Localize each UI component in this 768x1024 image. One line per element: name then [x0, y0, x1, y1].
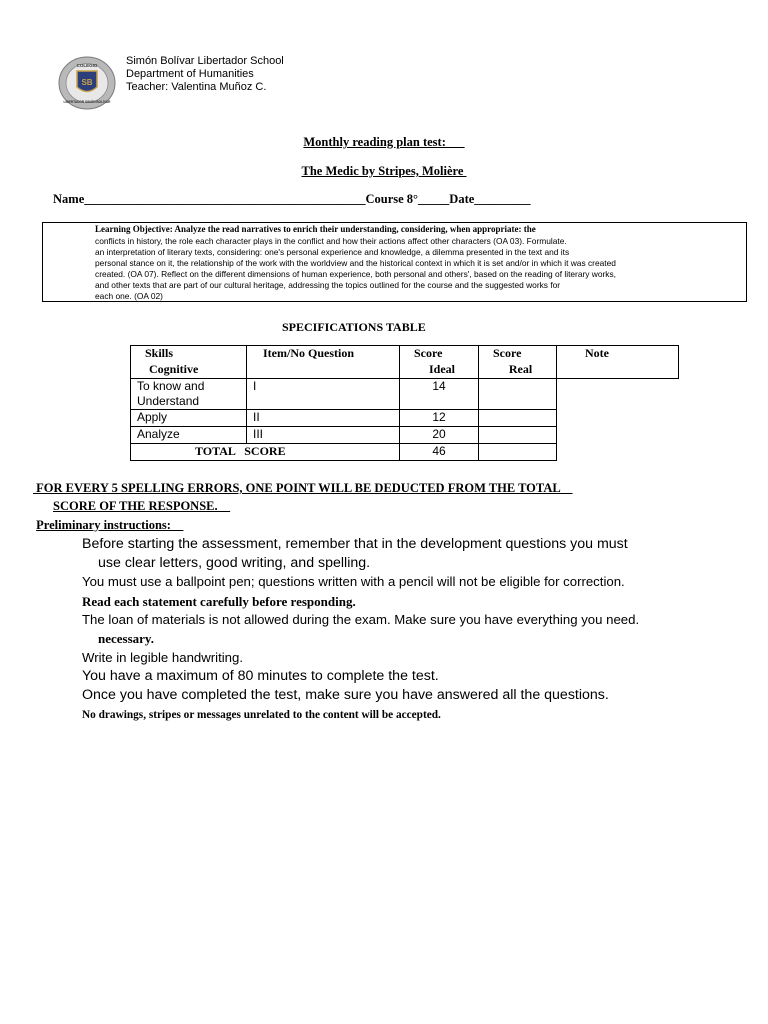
table-row: [131, 379, 679, 410]
objective-line: an interpretation of literary texts, considering: one's personal experience and knowledge, a dilemma presented in the text and its: [95, 247, 570, 257]
objective-line: each one. (OA 02): [95, 291, 163, 301]
header-real-line2: Real: [508, 361, 533, 376]
department-name: Department of Humanities: [126, 68, 254, 80]
header-skills-line1: Skills: [145, 346, 174, 360]
cell-ideal: 12: [400, 410, 479, 427]
instruction-item: [78, 612, 639, 627]
instruction-continuation: use clear letters, good writing, and spelling.: [98, 555, 371, 571]
cell-real: [479, 410, 557, 427]
cell-real: [479, 444, 557, 461]
cell-item: II: [247, 410, 400, 427]
school-info: [126, 55, 284, 94]
teacher-name: Teacher: Valentina Muñoz C.: [126, 81, 267, 93]
instruction-text: You have a maximum of 80 minutes to complete the test.: [82, 668, 439, 684]
header-score-ideal: [400, 346, 479, 379]
spelling-warning-line2: SCORE OF THE RESPONSE.: [53, 499, 231, 513]
header-ideal-line2: Ideal: [428, 361, 455, 376]
header-real-line1: Score: [493, 346, 522, 360]
cell-real: [479, 379, 557, 410]
school-name: Simón Bolívar Libertador School: [126, 55, 284, 67]
table-row: [131, 427, 679, 444]
cell-item: I: [247, 379, 400, 410]
cell-item: III: [247, 427, 400, 444]
instruction-item: [78, 687, 609, 703]
instruction-text: The loan of materials is not allowed during the exam. Make sure you have everything you need.: [82, 612, 640, 627]
instruction-text: Before starting the assessment, remember that in the development questions you must: [82, 536, 628, 552]
header-skills-line2: Cognitive: [149, 361, 199, 376]
instruction-text: Once you have completed the test, make sure you have answered all the questions.: [82, 687, 609, 703]
header-item: Item/No Question: [247, 346, 400, 379]
instruction-item: [78, 709, 441, 721]
cell-ideal: 20: [400, 427, 479, 444]
objective-line: created. (OA 07). Reflect on the different dimensions of human experience, both personal and others', based on the reading of literary works,: [95, 269, 616, 279]
cell-skill: [131, 379, 247, 410]
skill-line1: To know and: [137, 379, 205, 393]
table-row: [131, 410, 679, 427]
warning-text: FOR EVERY 5 SPELLING ERRORS, ONE POINT WILL BE DEDUCTED FROM THE TOTAL: [33, 481, 573, 495]
school-logo: [58, 56, 116, 110]
objective-line: personal stance on it, the relationship of the work with the worldview and the historical context in which it is set and/or in which it was created: [95, 258, 616, 268]
logo-bottom-text: LIBERTADOR SIMÓN BOLÍVAR: [63, 100, 111, 104]
header-skills: [131, 346, 247, 379]
logo-top-text: COLEGIO: [76, 63, 98, 68]
spelling-warning-line1: [33, 481, 573, 496]
instruction-text: Write in legible handwriting.: [82, 650, 244, 665]
instruction-item: [78, 574, 625, 589]
instruction-item: [78, 650, 243, 665]
specifications-table: [130, 345, 679, 461]
cell-skill: Analyze: [131, 427, 247, 444]
table-total-row: [131, 444, 679, 461]
cell-real: [479, 427, 557, 444]
cell-ideal: 14: [400, 379, 479, 410]
instruction-text: No drawings, stripes or messages unrelated to the content will be accepted.: [82, 709, 441, 721]
objective-line: conflicts in history, the role each character plays in the conflict and how their actions affect other characters (OA 03). Formulate.: [95, 236, 567, 246]
objective-heading: Learning Objective: Analyze the read narratives to enrich their understanding, considering, when appropriate: the: [95, 224, 536, 234]
objective-line: and other texts that are part of our cultural heritage, addressing the topics outlined for the course and the suggested works for: [95, 280, 561, 290]
skill-line2: Understand: [137, 394, 200, 408]
spec-table-heading: [279, 320, 426, 335]
preliminary-heading: [33, 518, 183, 533]
book-title: The Medic by Stripes, Molière: [301, 164, 467, 178]
header-ideal-line1: Score: [414, 346, 443, 360]
spec-heading-text: SPECIFICATIONS TABLE: [279, 320, 426, 334]
cell-skill: Apply: [131, 410, 247, 427]
logo-crest-letters: SB: [81, 78, 93, 87]
total-label: TOTAL SCORE: [131, 444, 400, 461]
instruction-item: [78, 668, 439, 684]
header-note: Note: [557, 346, 679, 379]
student-info-line: Name_____________________________________________Course 8°_____Date_________: [53, 192, 531, 206]
instruction-continuation: necessary.: [98, 631, 154, 646]
instruction-item: [78, 594, 356, 610]
instruction-text: You must use a ballpoint pen; questions written with a pencil will not be eligible for correction.: [82, 574, 625, 589]
table-header-row: [131, 346, 679, 379]
instruction-item: [78, 536, 628, 552]
header-score-real: [479, 346, 557, 379]
instruction-text: Read each statement carefully before responding.: [82, 594, 356, 609]
learning-objective-box: [42, 222, 747, 302]
total-value: 46: [400, 444, 479, 461]
test-title: Monthly reading plan test:: [303, 135, 465, 149]
preliminary-heading-text: Preliminary instructions:: [36, 518, 184, 532]
